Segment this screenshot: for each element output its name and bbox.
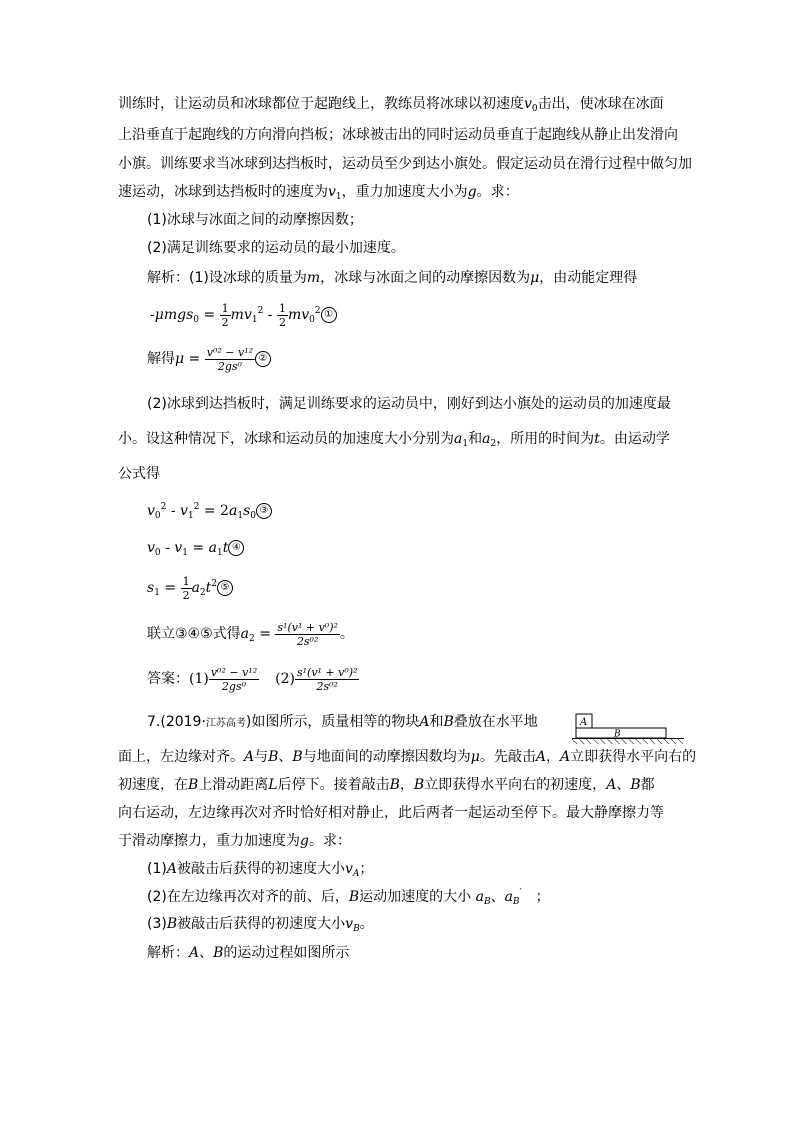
block-a-label: A [580,717,588,728]
p6-solution-2-line-3: 公式得 [118,466,160,482]
p6-line-4: 速运动，冰球到达挡板时的速度为$v_1$，重力加速度大小为g。求： [118,184,519,202]
circled-number-2: ② [255,351,271,367]
equation-5: $s_1$ = $\frac{1}{2}$ $a_2t^2$ ⑤ [147,574,233,602]
equation-4: $v_0 - v_1 = a_1t$ ④ [147,540,244,556]
p6-question-2: (2)满足训练要求的运动员的最小加速度。 [147,240,405,256]
p6-question-1: (1)冰球与冰面之间的动摩擦因数； [147,212,363,228]
p7-question-3: (3)B被敲击后获得的初速度大小$v_B$。 [147,916,374,934]
fraction-a2: $\frac{\text{s¹(v¹ + v⁰)²}}{\text{2s⁰²}}$ [277,620,338,648]
p6-solution-2-line-1: (2)冰球到达挡板时，满足训练要求的运动员中，刚好到达小旗处的运动员的加速度最 [147,396,671,412]
equation-combined: 联立③④⑤式得$a_2$ = $\frac{\text{s¹(v¹ + v⁰)²}}{\text{2s⁰²}}$ 。 [147,620,354,648]
fraction-mu: $\frac{\text{v⁰² − v¹²}}{\text{2gs⁰}}$ [206,345,254,373]
p7-line-5: 于滑动摩擦力，重力加速度为g。求： [118,833,351,849]
p7-line-2: 面上，左边缘对齐。A与B、B与地面间的动摩擦因数均为μ。先敲击A，A立即获得水平向右的 [118,749,697,765]
fraction-half: $\frac{1}{2}$ [182,574,190,602]
source-tag: 江苏高考 [205,718,246,729]
block-b-label: B [614,729,621,740]
p7-solution-intro: 解析：A、B的运动过程如图所示 [147,945,350,961]
equation-3: $v_0^2 - v_1^2 = 2a_1s_0$ ③ [147,503,272,519]
circled-number-3: ③ [256,503,272,519]
p6-solution-2-line-2: 小。设这种情况下，冰球和运动员的加速度大小分别为$a_1$和$a_2$，所用的时间为t。由运动学 [118,431,670,449]
circled-number-1: ① [321,307,337,323]
equation-2: 解得μ = $\frac{\text{v⁰² − v¹²}}{\text{2gs⁰}}$ ② [147,344,271,374]
p7-line-3: 初速度，在B上滑动距离L后停下。接着敲击B，B立即获得水平向右的初速度，A、B都 [118,777,655,793]
p7-question-2: (2)在左边缘再次对齐的前、后，B运动加速度的大小 $a_B$、$a_B'$ ； [147,888,550,907]
p7-heading: 7.(2019·江苏高考)如图所示，质量相等的物块A和B叠放在水平地 [147,714,538,730]
fraction-half: $\frac{1}{2}$ [221,301,229,329]
circled-number-4: ④ [228,540,244,556]
equation-1: -μmgs$_0$ = $\frac{1}{2}$ $mv_1^2$ - $\frac{1}{2}$ $mv_0^2$ ① [150,301,337,329]
p6-solution-intro: 解析：(1)设冰球的质量为m，冰球与冰面之间的动摩擦因数为μ，由动能定理得 [147,270,638,286]
p6-line-3: 小旗。训练要求当冰球到达挡板时，运动员至少到达小旗处。假定运动员在滑行过程中做匀加 [118,156,692,172]
circled-number-5: ⑤ [217,580,233,596]
fraction-half: $\frac{1}{2}$ [278,301,286,329]
p6-line-1: 训练时，让运动员和冰球都位于起跑线上，教练员将冰球以初速度$v_0$击出，使冰球在冰面 [118,96,664,114]
stacked-blocks-figure [572,711,684,745]
fraction-answer-1: $\frac{\text{v⁰² − v¹²}}{\text{2gs⁰}}$ [210,665,258,693]
p6-line-2: 上沿垂直于起跑线的方向滑向挡板；冰球被击出的同时运动员垂直于起跑线从静止出发滑向 [118,127,678,143]
p7-question-1: (1)A被敲击后获得的初速度大小$v_A$； [147,861,374,879]
block-b [576,728,666,738]
ground-hatch [572,739,684,744]
fraction-answer-2: $\frac{\text{s¹(v¹ + v⁰)²}}{\text{2s⁰²}}$ [296,665,358,693]
p6-answer: 答案：(1) $\frac{\text{v⁰² − v¹²}}{\text{2gs⁰}}$ (2) $\frac{\text{s¹(v¹ + v⁰)²}}{\text{2s⁰²}}$ [147,665,358,693]
p7-line-4: 向右运动，左边缘再次对齐时恰好相对静止，此后两者一起运动至停下。最大静摩擦力等 [118,805,664,821]
